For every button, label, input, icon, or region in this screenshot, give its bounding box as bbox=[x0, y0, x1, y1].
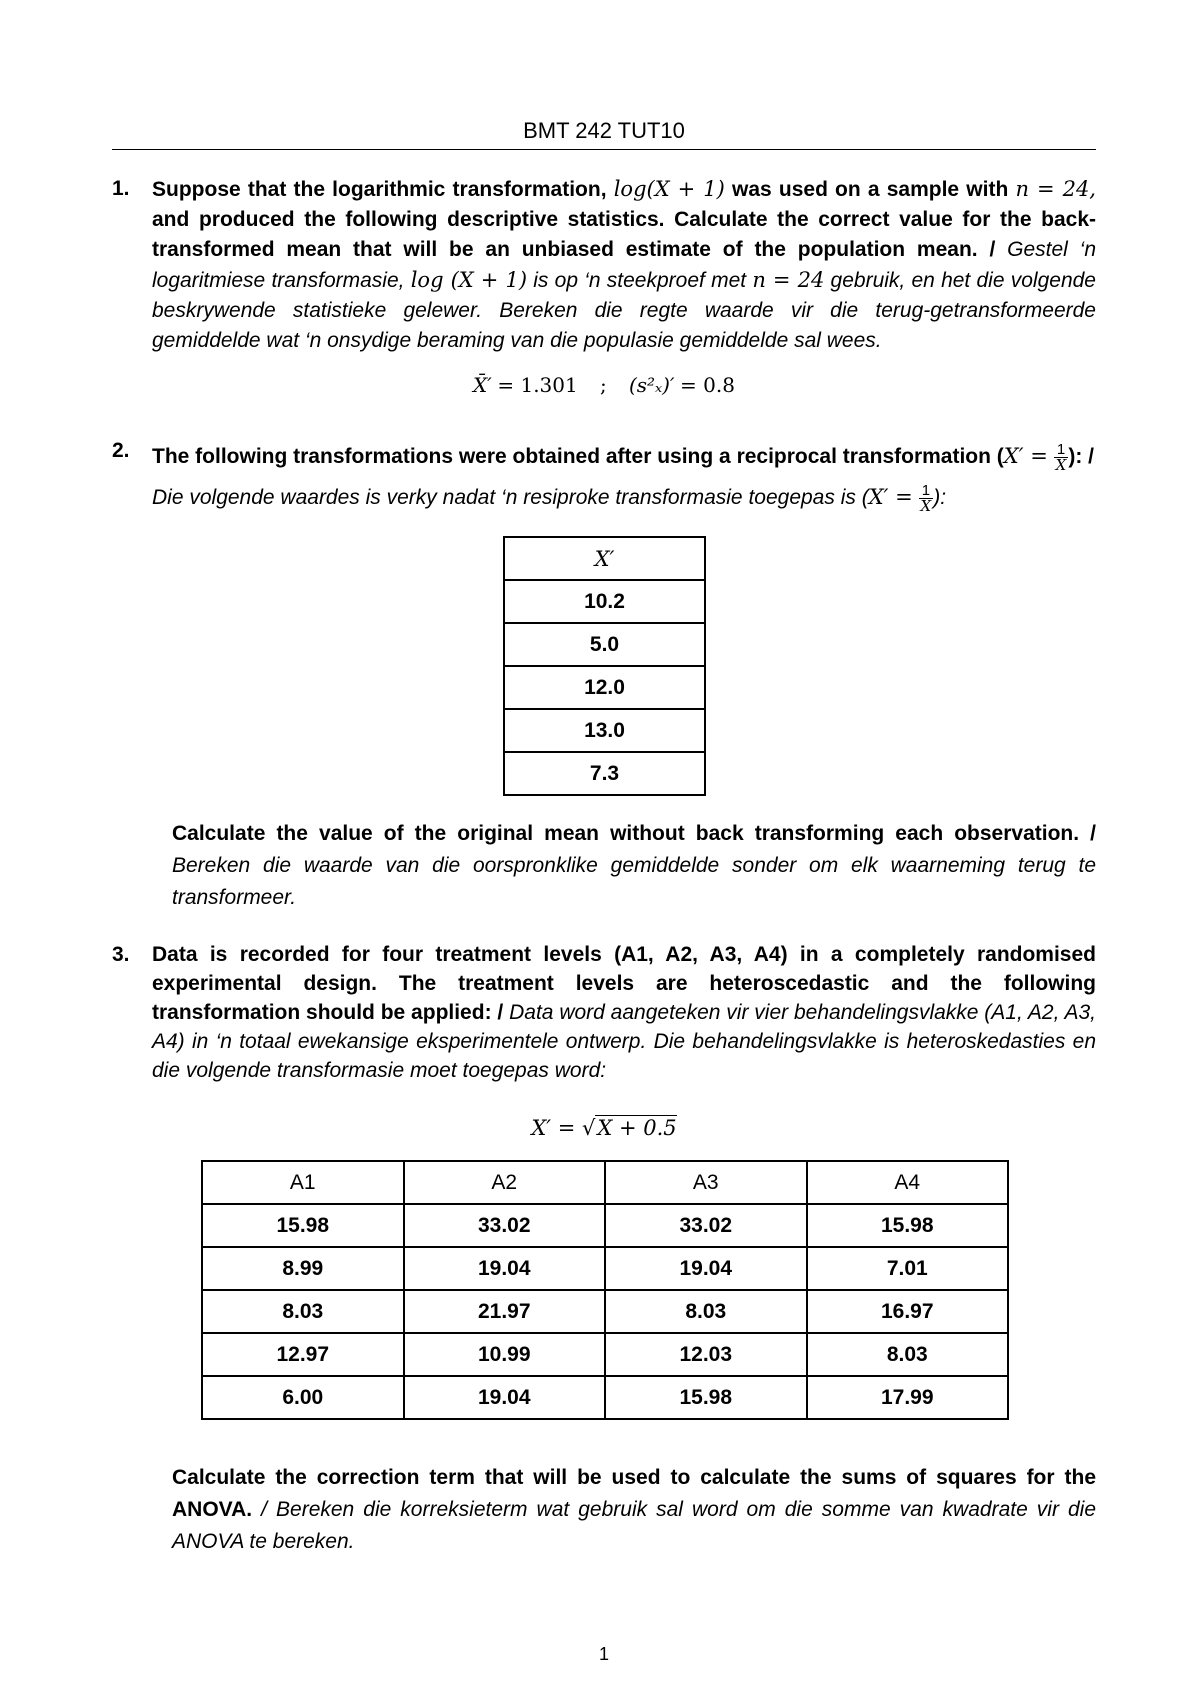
table-cell: 8.03 bbox=[202, 1290, 404, 1333]
table-cell: 19.04 bbox=[404, 1376, 606, 1419]
table-cell: 10.99 bbox=[404, 1333, 606, 1376]
table-cell: 7.01 bbox=[807, 1247, 1009, 1290]
table-cell: 15.98 bbox=[202, 1204, 404, 1247]
stat-separator: ; bbox=[599, 373, 607, 397]
table-cell: 17.99 bbox=[807, 1376, 1009, 1419]
q2-task bbox=[172, 818, 1096, 914]
table-cell: 7.3 bbox=[504, 752, 705, 795]
q3-formula-lhs: X′ = √ bbox=[531, 1116, 596, 1140]
table-cell: 19.04 bbox=[605, 1247, 807, 1290]
q3-task-en: Calculate the correction term that will be used to calculate the sums of squares for the ANOVA. bbox=[172, 1466, 1096, 1521]
q2-task-en: Calculate the value of the original mean without back transforming each observation. / bbox=[172, 822, 1096, 845]
table-cell: 19.04 bbox=[404, 1247, 606, 1290]
q1-text-af-a: Gestel ‘n logaritmiese transformasie, bbox=[152, 238, 1096, 292]
table-row bbox=[202, 1290, 1008, 1333]
table-row bbox=[504, 752, 705, 795]
q3-formula-radicand: X + 0.5 bbox=[597, 1116, 677, 1140]
header-divider bbox=[112, 149, 1096, 150]
table-cell: 33.02 bbox=[605, 1204, 807, 1247]
q2-task-af: Bereken die waarde van die oorspronklike gemiddelde sonder om elk waarneming terug te transformeer. bbox=[172, 854, 1096, 909]
q1-text-en-c: and produced the following descriptive statistics. Calculate the correct value for the back-transformed mean that will be an unbiased estimate of the population mean. / bbox=[152, 208, 1096, 261]
table-row bbox=[202, 1333, 1008, 1376]
q3-text-en: Data is recorded for four treatment levels (A1, A2, A3, A4) in a completely randomised experimental design. The treatment levels are heteroscedastic and the following transformation should be applied: / bbox=[152, 943, 1096, 1024]
table-cell: 6.00 bbox=[202, 1376, 404, 1419]
question-1 bbox=[112, 174, 1096, 356]
question-2-number: 2. bbox=[112, 439, 130, 462]
table-cell: 15.98 bbox=[605, 1376, 807, 1419]
table-row bbox=[202, 1376, 1008, 1419]
question-2 bbox=[112, 436, 1096, 518]
table-cell: 8.99 bbox=[202, 1247, 404, 1290]
table-row bbox=[504, 623, 705, 666]
q1-text-af-c: gebruik, en het die volgende beskrywende statistieke gelewer. Bereken die regte waarde vir die terug-getransformeerde gemiddelde wat ‘n onsydige beraming van die populasie gemiddelde sal wees. bbox=[152, 269, 1096, 352]
table-row bbox=[504, 580, 705, 623]
q2-formula-fraction: $\frac{1}{X}$ bbox=[1055, 440, 1067, 474]
table-cell: 12.0 bbox=[504, 666, 705, 709]
q1-formula-log-af: log (X + 1) bbox=[410, 268, 528, 292]
q2-text-af: Die volgende waardes is verky nadat ‘n resiproke transformasie toegepas is ( bbox=[152, 486, 869, 509]
q3-task bbox=[172, 1462, 1096, 1558]
table-cell: 8.03 bbox=[807, 1333, 1009, 1376]
q1-statistics bbox=[112, 373, 1096, 398]
column-header-a4: A4 bbox=[807, 1161, 1009, 1204]
q3-treatment-table bbox=[201, 1160, 1009, 1420]
q3-formula bbox=[112, 1116, 1096, 1141]
q1-formula-log: log(X + 1) bbox=[613, 177, 725, 201]
table-cell: 12.03 bbox=[605, 1333, 807, 1376]
q1-text-af-b: is op ‘n steekproef met bbox=[533, 269, 747, 292]
q1-formula-n-af: n = 24 bbox=[752, 268, 825, 292]
stat-mean-label: X̄′ bbox=[473, 373, 492, 397]
q3-text-af: Data word aangeteken vir vier behandelingsvlakke (A1, A2, A3, A4) in ‘n totaal ewekansige eksperimentele ontwerp. Die behandelingsvlakke is heteroskedasties en die volgende transformasie moet toegepas word: bbox=[152, 1001, 1097, 1082]
q2-text-af-close: ): bbox=[933, 486, 947, 509]
table-header: X′ bbox=[504, 537, 705, 580]
table-cell: 13.0 bbox=[504, 709, 705, 752]
page-title: BMT 242 TUT10 bbox=[523, 118, 685, 143]
q2-formula-fraction-af: $\frac{1}{X}$ bbox=[920, 481, 932, 515]
stat-variance-label: (s²ₓ)′ bbox=[628, 373, 675, 397]
column-header-a1: A1 bbox=[202, 1161, 404, 1204]
stat-variance-value: = 0.8 bbox=[680, 373, 735, 397]
q2-reciprocal-table bbox=[503, 536, 706, 796]
table-row bbox=[202, 1247, 1008, 1290]
q2-formula-lhs-af: X′ = bbox=[868, 485, 913, 509]
page-number: 1 bbox=[598, 1644, 609, 1664]
question-3 bbox=[112, 940, 1096, 1085]
question-3-number: 3. bbox=[112, 943, 130, 966]
q2-formula-lhs: X′ = bbox=[1003, 444, 1048, 468]
table-cell: 12.97 bbox=[202, 1333, 404, 1376]
column-header-a3: A3 bbox=[605, 1161, 807, 1204]
column-header-a2: A2 bbox=[404, 1161, 606, 1204]
stat-mean-value: = 1.301 bbox=[497, 373, 578, 397]
q1-text-en-b: was used on a sample with bbox=[732, 178, 1009, 201]
q2-text-en-close: ): / bbox=[1068, 445, 1094, 468]
table-cell: 16.97 bbox=[807, 1290, 1009, 1333]
q1-text-en-a: Suppose that the logarithmic transformation, bbox=[152, 178, 607, 201]
q3-task-af: / Bereken die korreksieterm wat gebruik sal word om die somme van kwadrate vir die ANOVA te bereken. bbox=[172, 1498, 1096, 1553]
table-row bbox=[202, 1204, 1008, 1247]
q2-text-en: The following transformations were obtained after using a reciprocal transformation ( bbox=[152, 445, 1004, 468]
table-row bbox=[504, 709, 705, 752]
table-cell: 5.0 bbox=[504, 623, 705, 666]
table-cell: 15.98 bbox=[807, 1204, 1009, 1247]
question-1-number: 1. bbox=[112, 177, 130, 200]
q1-formula-n: n = 24, bbox=[1015, 177, 1096, 201]
table-cell: 8.03 bbox=[605, 1290, 807, 1333]
table-row bbox=[504, 666, 705, 709]
table-cell: 10.2 bbox=[504, 580, 705, 623]
table-cell: 33.02 bbox=[404, 1204, 606, 1247]
table-cell: 21.97 bbox=[404, 1290, 606, 1333]
